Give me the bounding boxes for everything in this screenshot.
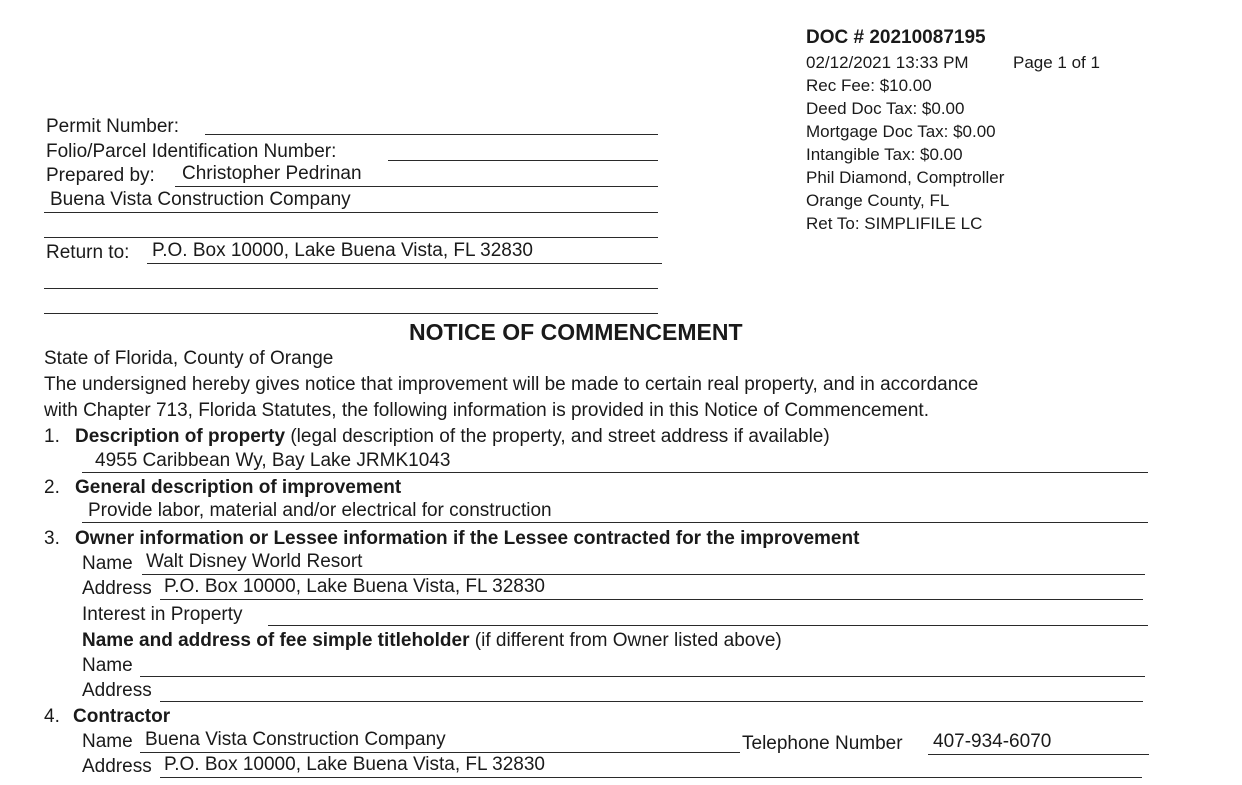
section-heading: Owner information or Lessee information if the Lessee contracted for the improvement	[75, 528, 860, 549]
prepared-by-label: Prepared by:	[46, 165, 155, 186]
ret-to: Ret To: SIMPLIFILE LC	[806, 214, 983, 233]
contractor-address-value: P.O. Box 10000, Lake Buena Vista, FL 32830	[164, 754, 545, 775]
return-to-line	[147, 263, 662, 264]
titleholder-name-line	[140, 676, 1145, 677]
section-heading: Description of property	[75, 426, 286, 447]
property-description-line	[82, 472, 1148, 473]
owner-name-label: Name	[82, 553, 133, 574]
contractor-name-line	[140, 752, 740, 753]
section-number: 2.	[44, 477, 60, 498]
contractor-address-label: Address	[82, 756, 152, 777]
company-line	[44, 212, 658, 213]
blank-line	[44, 288, 658, 289]
interest-in-property-label: Interest in Property	[82, 604, 243, 625]
recording-datetime: 02/12/2021 13:33 PM	[806, 53, 969, 72]
prepared-by-line	[175, 186, 658, 187]
prepared-by-company: Buena Vista Construction Company	[50, 189, 351, 210]
blank-line	[44, 237, 658, 238]
section-heading: General description of improvement	[75, 477, 402, 498]
titleholder-note: (if different from Owner listed above)	[474, 630, 782, 651]
county: Orange County, FL	[806, 191, 950, 210]
titleholder-address-line	[160, 701, 1143, 702]
doc-number: DOC # 20210087195	[806, 27, 986, 48]
contractor-name-value: Buena Vista Construction Company	[145, 729, 446, 750]
state-county: State of Florida, County of Orange	[44, 348, 334, 369]
titleholder-address-label: Address	[82, 680, 152, 701]
document-title: NOTICE OF COMMENCEMENT	[409, 319, 743, 345]
comptroller: Phil Diamond, Comptroller	[806, 168, 1005, 187]
section-number: 1.	[44, 426, 60, 447]
property-description-value: 4955 Caribbean Wy, Bay Lake JRMK1043	[95, 450, 451, 471]
section-note: (legal description of the property, and street address if available)	[290, 426, 830, 447]
return-to-value: P.O. Box 10000, Lake Buena Vista, FL 32830	[152, 240, 533, 261]
section-number: 4.	[44, 706, 60, 727]
titleholder-heading: Name and address of fee simple titleholder	[82, 630, 470, 651]
page-indicator: Page 1 of 1	[1013, 53, 1100, 72]
deed-doc-tax: Deed Doc Tax: $0.00	[806, 99, 965, 118]
permit-number-line	[205, 134, 658, 135]
mortgage-doc-tax: Mortgage Doc Tax: $0.00	[806, 122, 996, 141]
folio-line	[388, 160, 658, 161]
owner-address-label: Address	[82, 578, 152, 599]
owner-address-line	[160, 599, 1143, 600]
blank-line	[44, 313, 658, 314]
owner-address-value: P.O. Box 10000, Lake Buena Vista, FL 32830	[164, 576, 545, 597]
section-heading: Contractor	[73, 706, 171, 727]
permit-number-label: Permit Number:	[46, 116, 180, 137]
intro-line-2: with Chapter 713, Florida Statutes, the following information is provided in this Notice of Commencement.	[44, 400, 929, 421]
owner-name-value: Walt Disney World Resort	[146, 551, 363, 572]
intangible-tax: Intangible Tax: $0.00	[806, 145, 963, 164]
prepared-by-value: Christopher Pedrinan	[182, 163, 362, 184]
improvement-line	[82, 522, 1148, 523]
return-to-label: Return to:	[46, 242, 130, 263]
intro-line-1: The undersigned hereby gives notice that improvement will be made to certain real property, and in accordance	[44, 374, 979, 395]
telephone-line	[928, 754, 1149, 755]
titleholder-name-label: Name	[82, 655, 133, 676]
rec-fee: Rec Fee: $10.00	[806, 76, 932, 95]
telephone-label: Telephone Number	[742, 733, 903, 754]
interest-in-property-line	[268, 625, 1148, 626]
contractor-name-label: Name	[82, 731, 133, 752]
improvement-value: Provide labor, material and/or electrical for construction	[88, 500, 552, 521]
section-number: 3.	[44, 528, 60, 549]
telephone-value: 407-934-6070	[933, 731, 1052, 752]
folio-label: Folio/Parcel Identification Number:	[46, 141, 337, 162]
contractor-address-line	[160, 777, 1142, 778]
owner-name-line	[142, 574, 1145, 575]
